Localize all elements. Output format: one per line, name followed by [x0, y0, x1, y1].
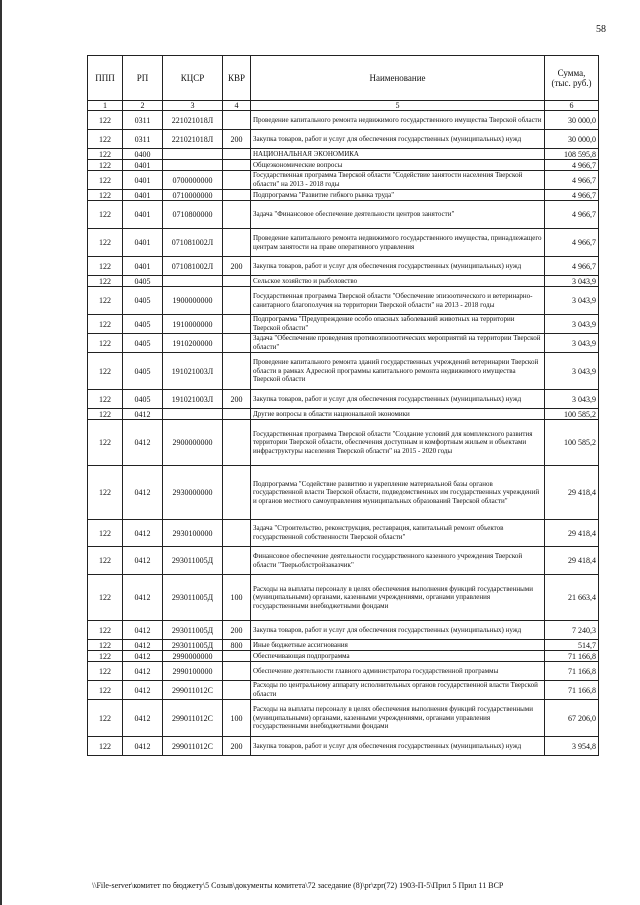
name-cell: Закупка товаров, работ и услуг для обеспечения государственных (муниципальных) нужд — [251, 621, 545, 640]
ppp-cell: 122 — [88, 276, 123, 287]
ppp-cell: 122 — [88, 287, 123, 315]
table-row — [88, 547, 599, 575]
header-kvr: КВР — [223, 56, 251, 101]
sum-cell: 3 954,8 — [545, 737, 599, 756]
kvr-cell — [223, 229, 251, 257]
sum-cell: 71 166,8 — [545, 681, 599, 700]
sum-cell: 30 000,0 — [545, 111, 599, 130]
ppp-cell: 122 — [88, 149, 123, 160]
sum-cell: 3 043,9 — [545, 334, 599, 353]
name-cell: Проведение капитального ремонта зданий государственных учреждений ветеринарии Тверской области в рамках Адресной программы капитального ремонта недвижимого имущества Тверской области — [251, 353, 545, 390]
header-name: Наименование — [251, 56, 545, 101]
rp-cell: 0401 — [123, 229, 163, 257]
kcsr-cell: 2900000000 — [163, 420, 223, 466]
kcsr-cell — [163, 160, 223, 171]
column-index-row — [88, 101, 599, 111]
rp-cell: 0401 — [123, 190, 163, 201]
rp-cell: 0412 — [123, 651, 163, 662]
kcsr-cell: 0700000000 — [163, 171, 223, 190]
kcsr-cell: 221021018Л — [163, 130, 223, 149]
table-header-row — [88, 56, 599, 101]
kcsr-cell: 2930100000 — [163, 520, 223, 547]
kcsr-cell: 299011012С — [163, 681, 223, 700]
table-row — [88, 315, 599, 334]
sum-cell: 67 206,0 — [545, 700, 599, 737]
kcsr-cell — [163, 409, 223, 420]
table-row — [88, 201, 599, 229]
kcsr-cell: 1900000000 — [163, 287, 223, 315]
kvr-cell — [223, 334, 251, 353]
table-row — [88, 681, 599, 700]
table-row — [88, 160, 599, 171]
sum-cell: 4 966,7 — [545, 160, 599, 171]
name-cell: Финансовое обеспечение деятельности государственного казенного учреждения Тверской области "Тверьоблстройзаказчик" — [251, 547, 545, 575]
name-cell: Закупка товаров, работ и услуг для обеспечения государственных (муниципальных) нужд — [251, 130, 545, 149]
sum-cell: 4 966,7 — [545, 257, 599, 276]
name-cell: Проведение капитального ремонта недвижимого государственного имущества, принадлежащего центрам занятости на праве оперативного управления — [251, 229, 545, 257]
kvr-cell — [223, 111, 251, 130]
name-cell: Задача "Финансовое обеспечение деятельности центров занятости" — [251, 201, 545, 229]
file-path-footer: \\File-server\комитет по бюджету\5 Созыв\документы комитета\72 заседание (8)\pr\zpr(72) 1903-П-5\Прил 5 Прил 11 ВСР — [92, 881, 504, 890]
name-cell: Закупка товаров, работ и услуг для обеспечения государственных (муниципальных) нужд — [251, 737, 545, 756]
ppp-cell: 122 — [88, 171, 123, 190]
sum-cell: 71 166,8 — [545, 651, 599, 662]
kvr-cell: 200 — [223, 621, 251, 640]
table-row — [88, 111, 599, 130]
ppp-cell: 122 — [88, 334, 123, 353]
ppp-cell: 122 — [88, 160, 123, 171]
rp-cell: 0412 — [123, 737, 163, 756]
kvr-cell — [223, 420, 251, 466]
kvr-cell — [223, 681, 251, 700]
rp-cell: 0412 — [123, 640, 163, 651]
kvr-cell — [223, 149, 251, 160]
kvr-cell — [223, 466, 251, 520]
kvr-cell: 200 — [223, 737, 251, 756]
kvr-cell — [223, 160, 251, 171]
rp-cell: 0405 — [123, 276, 163, 287]
rp-cell: 0412 — [123, 420, 163, 466]
kcsr-cell: 221021018Л — [163, 111, 223, 130]
name-cell: Задача "Обеспечение проведения противоэпизоотических мероприятий на территории Тверской области" — [251, 334, 545, 353]
table-row — [88, 130, 599, 149]
ppp-cell: 122 — [88, 681, 123, 700]
kcsr-cell: 299011012С — [163, 700, 223, 737]
kcsr-cell: 1910000000 — [163, 315, 223, 334]
name-cell: Иные бюджетные ассигнования — [251, 640, 545, 651]
table-row — [88, 420, 599, 466]
table-row — [88, 651, 599, 662]
table-row — [88, 334, 599, 353]
ppp-cell: 122 — [88, 737, 123, 756]
sum-cell: 3 043,9 — [545, 353, 599, 390]
name-cell: Задача "Строительство, реконструкция, реставрация, капитальный ремонт объектов государственной собственности Тверской области" — [251, 520, 545, 547]
ppp-cell: 122 — [88, 111, 123, 130]
rp-cell: 0412 — [123, 466, 163, 520]
page-number: 58 — [596, 24, 606, 35]
sum-cell: 3 043,9 — [545, 276, 599, 287]
sum-cell: 29 418,4 — [545, 520, 599, 547]
header-kcsr: КЦСР — [163, 56, 223, 101]
rp-cell: 0412 — [123, 409, 163, 420]
index-3: 3 — [163, 101, 223, 111]
ppp-cell: 122 — [88, 201, 123, 229]
name-cell: Подпрограмма "Содействие развитию и укрепление материальной базы органов государственной власти Тверской области, подведомственных им государственных учреждений и органов местного самоуправления муниципальных образований Тверской области" — [251, 466, 545, 520]
kcsr-cell: 293011005Д — [163, 640, 223, 651]
table-row — [88, 390, 599, 409]
rp-cell: 0405 — [123, 353, 163, 390]
index-2: 2 — [123, 101, 163, 111]
kcsr-cell: 293011005Д — [163, 621, 223, 640]
table-row — [88, 257, 599, 276]
rp-cell: 0401 — [123, 171, 163, 190]
kvr-cell — [223, 651, 251, 662]
table-row — [88, 149, 599, 160]
budget-table — [87, 55, 599, 756]
rp-cell: 0405 — [123, 315, 163, 334]
kcsr-cell: 071081002Л — [163, 257, 223, 276]
table-row — [88, 575, 599, 621]
kcsr-cell: 2930000000 — [163, 466, 223, 520]
ppp-cell: 122 — [88, 466, 123, 520]
ppp-cell: 122 — [88, 575, 123, 621]
kvr-cell: 200 — [223, 257, 251, 276]
sum-cell: 3 043,9 — [545, 287, 599, 315]
name-cell: Общеэкономические вопросы — [251, 160, 545, 171]
table-row — [88, 700, 599, 737]
table-row — [88, 662, 599, 681]
sum-cell: 29 418,4 — [545, 547, 599, 575]
table-row — [88, 229, 599, 257]
rp-cell: 0412 — [123, 547, 163, 575]
kvr-cell — [223, 353, 251, 390]
table-row — [88, 621, 599, 640]
kcsr-cell: 191021003Л — [163, 353, 223, 390]
name-cell: Другие вопросы в области национальной экономики — [251, 409, 545, 420]
kvr-cell: 100 — [223, 575, 251, 621]
kvr-cell — [223, 662, 251, 681]
sum-cell: 71 166,8 — [545, 662, 599, 681]
ppp-cell: 122 — [88, 353, 123, 390]
kvr-cell: 100 — [223, 700, 251, 737]
ppp-cell: 122 — [88, 640, 123, 651]
rp-cell: 0412 — [123, 681, 163, 700]
kcsr-cell — [163, 149, 223, 160]
ppp-cell: 122 — [88, 315, 123, 334]
kvr-cell: 200 — [223, 130, 251, 149]
kcsr-cell: 071081002Л — [163, 229, 223, 257]
table-row — [88, 520, 599, 547]
rp-cell: 0412 — [123, 575, 163, 621]
name-cell: Обеспечивающая подпрограмма — [251, 651, 545, 662]
name-cell: Государственная программа Тверской области "Содействие занятости населения Тверской области" на 2013 - 2018 годы — [251, 171, 545, 190]
name-cell: Подпрограмма "Предупреждение особо опасных заболеваний животных на территории Тверской области" — [251, 315, 545, 334]
kvr-cell — [223, 409, 251, 420]
name-cell: Закупка товаров, работ и услуг для обеспечения государственных (муниципальных) нужд — [251, 257, 545, 276]
kvr-cell — [223, 287, 251, 315]
sum-cell: 29 418,4 — [545, 466, 599, 520]
rp-cell: 0412 — [123, 662, 163, 681]
sum-cell: 3 043,9 — [545, 390, 599, 409]
sum-cell: 21 663,4 — [545, 575, 599, 621]
kcsr-cell: 0710800000 — [163, 201, 223, 229]
name-cell: Расходы по центральному аппарату исполнительных органов государственной власти Тверской области — [251, 681, 545, 700]
table-row — [88, 409, 599, 420]
kvr-cell — [223, 276, 251, 287]
name-cell: Проведение капитального ремонта недвижимого государственного имущества Тверской области — [251, 111, 545, 130]
name-cell: Подпрограмма "Развитие гибкого рынка труда" — [251, 190, 545, 201]
sum-cell: 100 585,2 — [545, 420, 599, 466]
rp-cell: 0311 — [123, 130, 163, 149]
ppp-cell: 122 — [88, 190, 123, 201]
name-cell: Государственная программа Тверской области "Обеспечение эпизоотического и ветеринарно-санитарного благополучия на территории Тверской области" на 2013 - 2018 годы — [251, 287, 545, 315]
name-cell: Расходы на выплаты персоналу в целях обеспечения выполнения функций государственными (муниципальными) органами, казенными учреждениями, органами управления государственными внебюджетными фондами — [251, 700, 545, 737]
sum-cell: 4 966,7 — [545, 190, 599, 201]
ppp-cell: 122 — [88, 420, 123, 466]
sum-cell: 3 043,9 — [545, 315, 599, 334]
ppp-cell: 122 — [88, 257, 123, 276]
index-6: 6 — [545, 101, 599, 111]
kcsr-cell: 2990100000 — [163, 662, 223, 681]
kcsr-cell: 191021003Л — [163, 390, 223, 409]
table-row — [88, 737, 599, 756]
kcsr-cell — [163, 276, 223, 287]
table-row — [88, 287, 599, 315]
ppp-cell: 122 — [88, 229, 123, 257]
rp-cell: 0412 — [123, 520, 163, 547]
header-sum: Сумма, (тыс. руб.) — [545, 56, 599, 101]
rp-cell: 0412 — [123, 700, 163, 737]
ppp-cell: 122 — [88, 700, 123, 737]
ppp-cell: 122 — [88, 130, 123, 149]
rp-cell: 0405 — [123, 287, 163, 315]
ppp-cell: 122 — [88, 520, 123, 547]
kcsr-cell: 0710000000 — [163, 190, 223, 201]
name-cell: Расходы на выплаты персоналу в целях обеспечения выполнения функций государственными (муниципальными) органами, казенными учреждениями, органами управления государственными внебюджетными фондами — [251, 575, 545, 621]
page-edge-line — [0, 0, 2, 905]
index-5: 5 — [251, 101, 545, 111]
index-4: 4 — [223, 101, 251, 111]
index-1: 1 — [88, 101, 123, 111]
kcsr-cell: 293011005Д — [163, 575, 223, 621]
ppp-cell: 122 — [88, 662, 123, 681]
sum-cell: 108 595,8 — [545, 149, 599, 160]
rp-cell: 0401 — [123, 257, 163, 276]
table-row — [88, 190, 599, 201]
table-row — [88, 640, 599, 651]
name-cell: Закупка товаров, работ и услуг для обеспечения государственных (муниципальных) нужд — [251, 390, 545, 409]
name-cell: Государственная программа Тверской области "Создание условий для комплексного развития территории Тверской области, обеспечения доступным и комфортным жильем и объектами инфраструктуры населения Тверской области" на 2015 - 2020 годы — [251, 420, 545, 466]
table-row — [88, 353, 599, 390]
sum-cell: 100 585,2 — [545, 409, 599, 420]
kvr-cell — [223, 201, 251, 229]
kcsr-cell: 2990000000 — [163, 651, 223, 662]
rp-cell: 0401 — [123, 201, 163, 229]
name-cell: Обеспечение деятельности главного администратора государственной программы — [251, 662, 545, 681]
sum-cell: 4 966,7 — [545, 229, 599, 257]
name-cell: Сельское хозяйство и рыболовство — [251, 276, 545, 287]
ppp-cell: 122 — [88, 621, 123, 640]
ppp-cell: 122 — [88, 651, 123, 662]
header-ppp: ППП — [88, 56, 123, 101]
table-row — [88, 171, 599, 190]
sum-cell: 4 966,7 — [545, 201, 599, 229]
rp-cell: 0405 — [123, 334, 163, 353]
table-row — [88, 276, 599, 287]
ppp-cell: 122 — [88, 390, 123, 409]
kvr-cell — [223, 190, 251, 201]
kcsr-cell: 1910200000 — [163, 334, 223, 353]
sum-cell: 30 000,0 — [545, 130, 599, 149]
ppp-cell: 122 — [88, 547, 123, 575]
kcsr-cell: 293011005Д — [163, 547, 223, 575]
kvr-cell: 800 — [223, 640, 251, 651]
rp-cell: 0405 — [123, 390, 163, 409]
rp-cell: 0400 — [123, 149, 163, 160]
sum-cell: 7 240,3 — [545, 621, 599, 640]
rp-cell: 0412 — [123, 621, 163, 640]
sum-cell: 4 966,7 — [545, 171, 599, 190]
sum-cell: 514,7 — [545, 640, 599, 651]
rp-cell: 0401 — [123, 160, 163, 171]
kvr-cell — [223, 520, 251, 547]
kvr-cell — [223, 315, 251, 334]
table-row — [88, 466, 599, 520]
name-cell: НАЦИОНАЛЬНАЯ ЭКОНОМИКА — [251, 149, 545, 160]
kvr-cell: 200 — [223, 390, 251, 409]
ppp-cell: 122 — [88, 409, 123, 420]
kvr-cell — [223, 547, 251, 575]
kvr-cell — [223, 171, 251, 190]
rp-cell: 0311 — [123, 111, 163, 130]
header-rp: РП — [123, 56, 163, 101]
kcsr-cell: 299011012С — [163, 737, 223, 756]
